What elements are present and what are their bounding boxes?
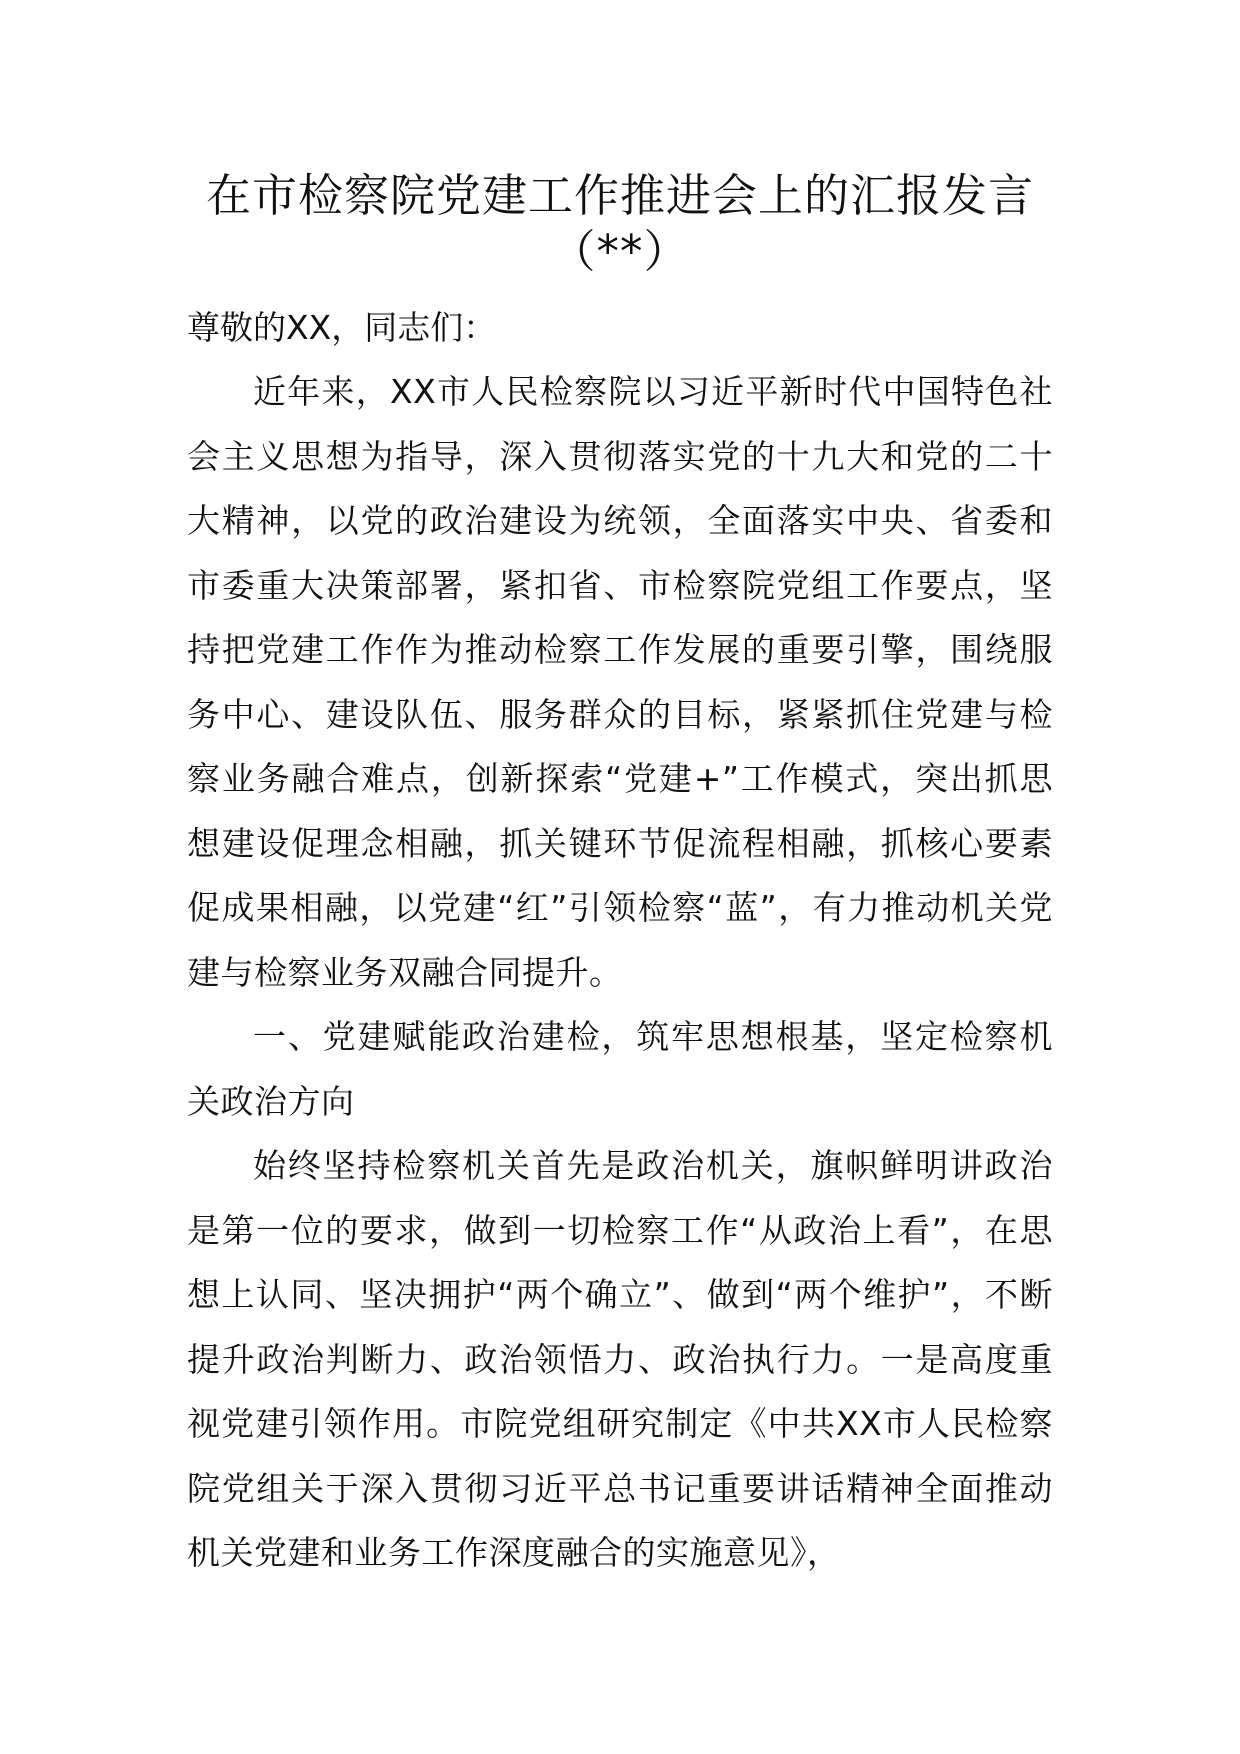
- section-heading: 一、党建赋能政治建检，筑牢思想根基，坚定检察机关政治方向: [187, 1017, 1053, 1121]
- document-title: 在市检察院党建工作推进会上的汇报发言（**）: [205, 169, 1034, 278]
- intro-paragraph: 近年来，XX市人民检察院以习近平新时代中国特色社会主义思想为指导，深入贯彻落实党的十九大和党的二十大精神，以党的政治建设为统领，全面落实中央、省委和市委重大决策部署，紧扣省、市检察院党组工作要点，坚持把党建工作作为推动检察工作发展的重要引擎，围绕服务中心、建设队伍、服务群众的目标，紧紧抓住党建与检察业务融合难点，创新探索“党建+”工作模式，突出抓思想建设促理念相融，抓关键环节促流程相融，抓核心要素促成果相融，以党建“红”引领检察“蓝”，有力推动机关党建与检察业务双融合同提升。: [187, 372, 1053, 992]
- document-body: [187, 168, 1053, 1586]
- body-paragraph: 始终坚持检察机关首先是政治机关，旗帜鲜明讲政治是第一位的要求，做到一切检察工作“从政治上看”，在思想上认同、坚决拥护“两个确立”、做到“两个维护”，不断提升政治判断力、政治领悟力、政治执行力。一是高度重视党建引领作用。市院党组研究制定《中共XX市人民检察院党组关于深入贯彻习近平总书记重要讲话精神全面推动机关党建和业务工作深度融合的实施意见》，: [187, 1146, 1053, 1572]
- salutation: 尊敬的XX，同志们：: [187, 308, 497, 347]
